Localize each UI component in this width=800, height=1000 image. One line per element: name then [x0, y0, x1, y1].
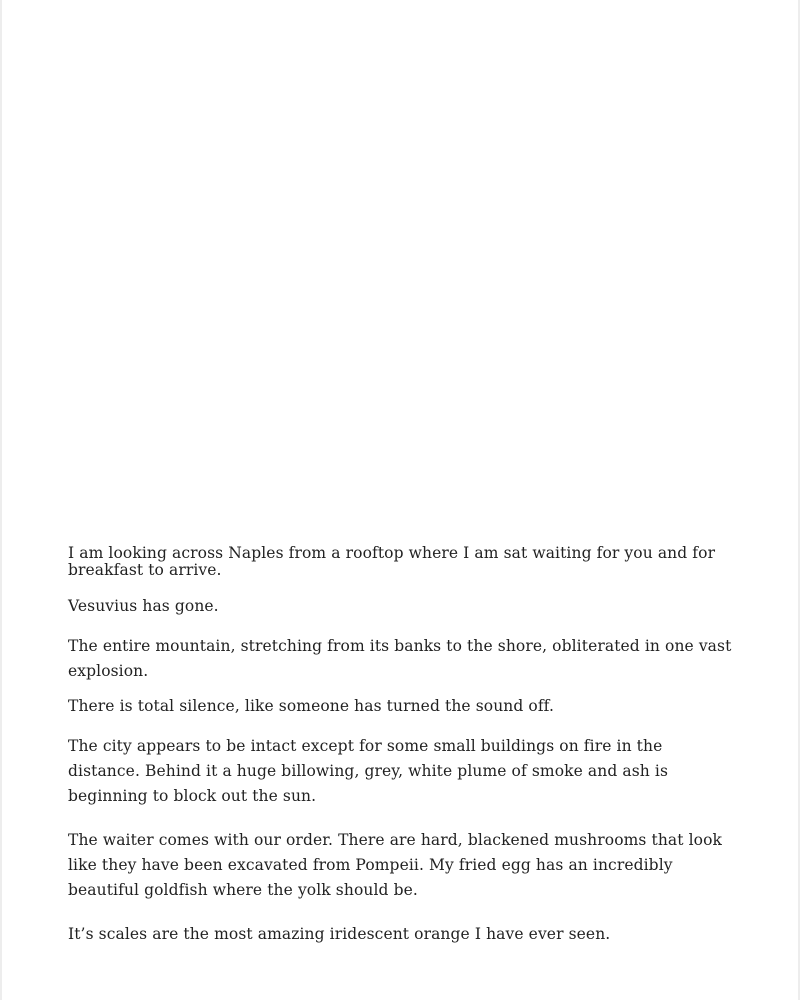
- paragraph-3: The entire mountain, stretching from its banks to the shore, obliterated in one vast explosion.: [68, 637, 732, 680]
- body-text: [68, 545, 738, 947]
- paragraph-6: The waiter comes with our order. There are hard, blackened mushrooms that look like they have been excavated from Pompeii. My fried egg has an incredibly beautiful goldfish where the yolk should be.: [68, 831, 723, 899]
- paragraph-4: There is total silence, like someone has turned the sound off.: [68, 697, 554, 715]
- paragraph-2: Vesuvius has gone.: [68, 597, 219, 615]
- paragraph-1: I am looking across Naples from a rooftop where I am sat waiting for you and for breakfast to arrive.: [68, 544, 716, 579]
- paragraph-5: The city appears to be intact except for some small buildings on fire in the distance. Behind it a huge billowing, grey, white plume of smoke and ash is beginning to block out the sun.: [68, 737, 669, 805]
- paragraph-7: It’s scales are the most amazing iridescent orange I have ever seen.: [68, 925, 611, 943]
